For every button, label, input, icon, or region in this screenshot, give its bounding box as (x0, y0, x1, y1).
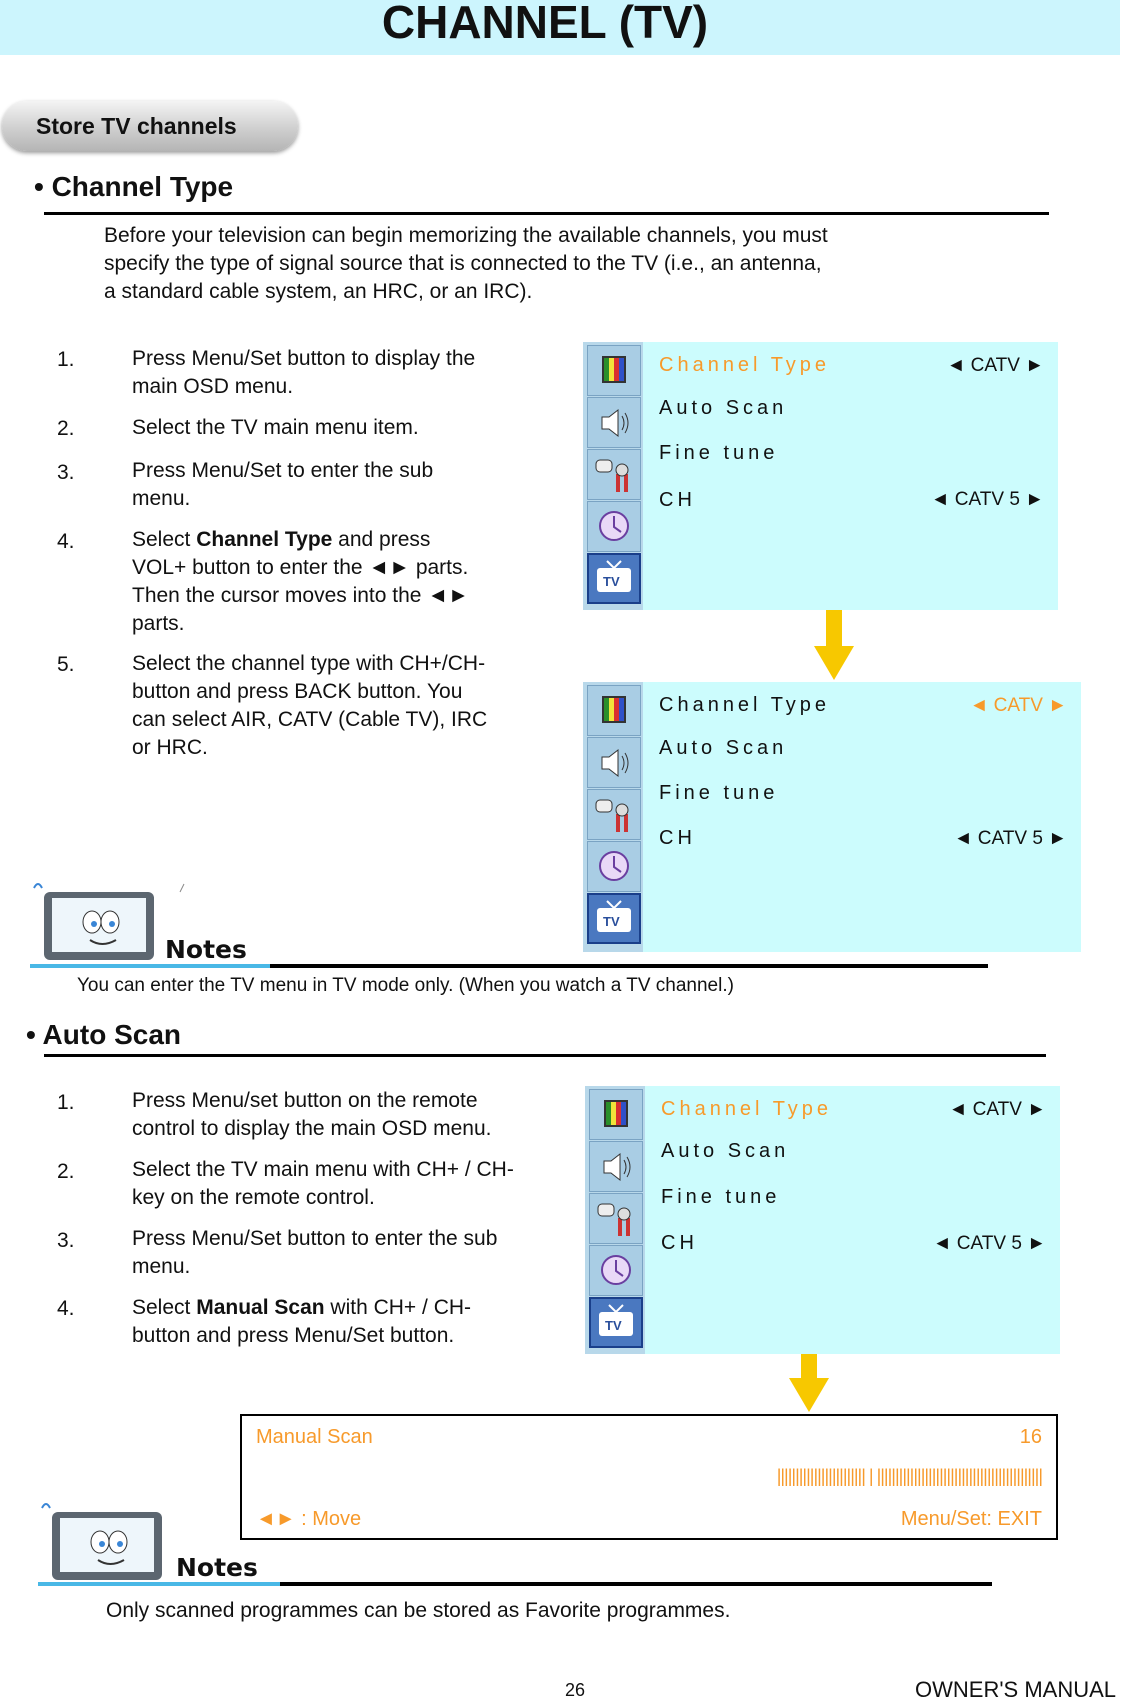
tools-icon (587, 789, 641, 840)
tools-icon (587, 449, 641, 500)
step-text: Press Menu/Set to enter the sub menu. (132, 459, 434, 510)
step-number: 1. (57, 1091, 75, 1114)
osd-item-ch[interactable]: CH (659, 827, 696, 849)
osd-menu-1 (583, 342, 1058, 610)
step-number: 2. (57, 1160, 75, 1183)
step-number: 4. (57, 1297, 75, 1320)
osd-ch-value[interactable]: ◄ CATV 5 ► (953, 828, 1067, 849)
osd-item-ch[interactable]: CH (661, 1232, 698, 1254)
osd-icon-bar (583, 342, 643, 610)
step-number: 3. (57, 461, 75, 484)
notes-rule (270, 964, 988, 968)
section-rule (44, 212, 1049, 215)
osd-item-fine-tune[interactable]: Fine tune (659, 442, 779, 464)
osd-ch-value[interactable]: ◄ CATV 5 ► (932, 1233, 1046, 1254)
osd-item-auto-scan[interactable]: Auto Scan (659, 397, 788, 419)
manual-label: OWNER'S MANUAL (915, 1677, 1116, 1702)
step-number: 2. (57, 417, 75, 440)
scan-title: Manual Scan (256, 1426, 373, 1448)
tv-icon (589, 1297, 643, 1348)
osd-item-auto-scan[interactable]: Auto Scan (661, 1140, 790, 1162)
step-text: Select the channel type with CH+/CH- button and press BACK button. You can select AIR, CATV (Cable TV), IRC or HRC. (132, 652, 488, 759)
notes-label: Notes (165, 935, 247, 964)
down-arrow-icon (814, 610, 854, 680)
osd-icon-bar (585, 1086, 645, 1354)
step-number: 3. (57, 1229, 75, 1252)
section-rule (44, 1054, 1046, 1057)
step-text: Press Menu/Set button to enter the sub menu. (132, 1227, 498, 1278)
speaker-icon (587, 737, 641, 788)
scan-move-hint: ◄► : Move (256, 1508, 362, 1530)
tv-icon (587, 893, 641, 944)
pill-label: Store TV channels (36, 113, 237, 139)
channel-type-intro: Before your television can begin memorizing the available channels, you must specify the type of signal source that is connected to the TV (i.e., an antenna, a standard cable system, an HRC, or an IRC). (104, 224, 828, 303)
step-text: Select Manual Scan with CH+ / CH- button and press Menu/Set button. (132, 1296, 472, 1347)
osd-ch-value[interactable]: ◄ CATV 5 ► (930, 489, 1044, 510)
color-bars-icon (587, 345, 641, 396)
step-text: Press Menu/Set button to display the main OSD menu. (132, 347, 476, 398)
clock-icon (587, 501, 641, 552)
notes-rule (280, 1582, 992, 1586)
auto-scan-heading: • Auto Scan (26, 1019, 181, 1050)
tv-icon (587, 553, 641, 604)
osd-item-channel-type[interactable]: Channel Type (659, 354, 831, 376)
auto-scan-note: Only scanned programmes can be stored as Favorite programmes. (106, 1599, 731, 1622)
manual-scan-box (240, 1414, 1058, 1540)
step-number: 4. (57, 530, 75, 553)
step-number: 5. (57, 653, 75, 676)
clock-icon (587, 841, 641, 892)
page-number: 26 (565, 1680, 586, 1700)
step-text: Select Channel Type and press VOL+ button to enter the ◄► parts. Then the cursor moves into the ◄► parts. (132, 528, 469, 635)
color-bars-icon (589, 1089, 643, 1140)
osd-item-ch[interactable]: CH (659, 489, 696, 511)
channel-type-heading: • Channel Type (34, 171, 234, 202)
step-text: Select the TV main menu item. (132, 416, 419, 439)
osd-item-fine-tune[interactable]: Fine tune (659, 782, 779, 804)
scan-exit-hint: Menu/Set: EXIT (900, 1508, 1042, 1530)
osd-item-fine-tune[interactable]: Fine tune (661, 1186, 781, 1208)
osd-item-channel-type[interactable]: Channel Type (661, 1098, 833, 1120)
clock-icon (589, 1245, 643, 1296)
channel-type-note: You can enter the TV menu in TV mode only. (When you watch a TV channel.) (77, 975, 734, 996)
tools-icon (589, 1193, 643, 1244)
page-title: CHANNEL (TV) (381, 0, 709, 48)
osd-menu-2 (583, 682, 1081, 952)
svg-text:TV: TV (603, 914, 620, 929)
down-arrow-icon (789, 1354, 829, 1412)
step-number: 1. (57, 348, 75, 371)
scan-channel-number: 16 (1019, 1426, 1042, 1448)
step-text: Select the TV main menu with CH+ / CH- key on the remote control. (132, 1158, 514, 1209)
osd-menu-3 (585, 1086, 1060, 1354)
svg-text:TV: TV (603, 574, 620, 589)
osd-icon-bar (583, 682, 643, 952)
osd-channel-type-value[interactable]: ◄ CATV ► (948, 1099, 1046, 1120)
notes-label: Notes (176, 1553, 258, 1582)
osd-item-auto-scan[interactable]: Auto Scan (659, 737, 788, 759)
scan-progress-bar: |||||||||||||||||||||||| | ||||||||||||||||||||||||||||||||||||||||||||| (776, 1466, 1042, 1486)
osd-channel-type-value[interactable]: ◄ CATV ► (969, 695, 1067, 716)
speaker-icon (589, 1141, 643, 1192)
speaker-icon (587, 397, 641, 448)
osd-item-channel-type[interactable]: Channel Type (659, 694, 831, 716)
step-text: Press Menu/set button on the remote control to display the main OSD menu. (132, 1089, 492, 1140)
store-tv-channels-pill (2, 101, 298, 151)
svg-text:TV: TV (605, 1318, 622, 1333)
color-bars-icon (587, 685, 641, 736)
osd-channel-type-value[interactable]: ◄ CATV ► (946, 355, 1044, 376)
